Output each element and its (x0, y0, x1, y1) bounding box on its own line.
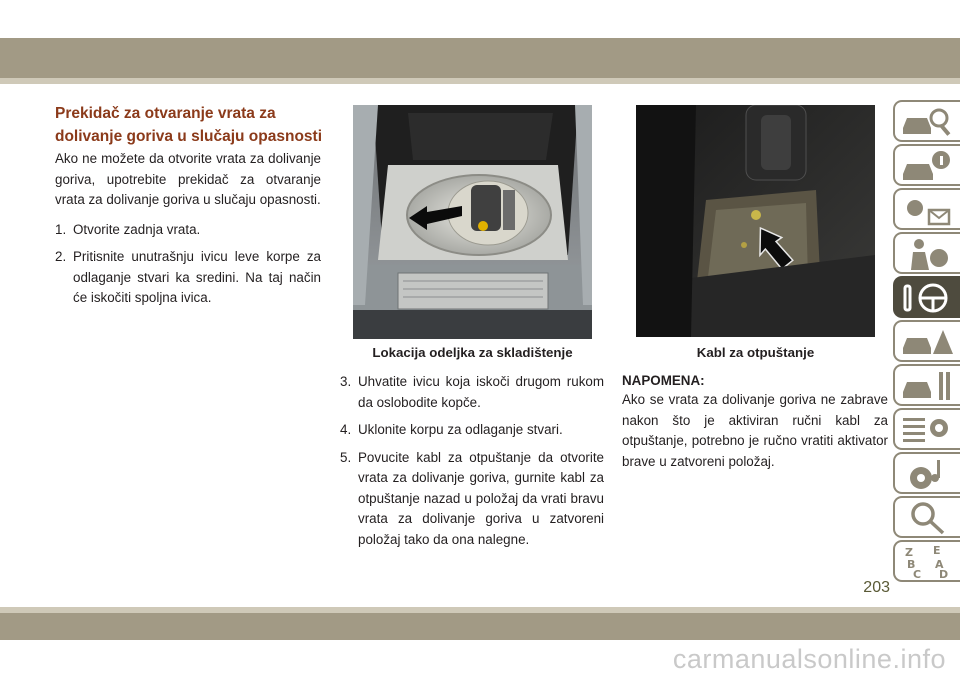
svg-text:Z: Z (905, 546, 913, 559)
tab-car-search[interactable] (893, 100, 960, 142)
steering-wheel-key-icon (899, 280, 955, 316)
multimedia-navigation-icon (899, 456, 955, 492)
step-text: Povucite kabl za otpuštanje da otvorite vrata za dolivanje goriva, gurnite kabl za otpuštanje nazad u položaj da vrati bravu vrata za dolivanje goriva u zatvoreni položaj tako da ona nalegne. (358, 449, 604, 547)
note-text: Ako se vrata za dolivanje goriva ne zabrave nakon što je aktiviran ručni kabl za otpuštanje, potrebno je ručno vratiti aktivator brave u zatvoreni položaj. (622, 392, 888, 469)
footer-band (0, 613, 960, 640)
section-heading-line-1: Prekidač za otvaranje vrata za (55, 105, 276, 122)
note-title: NAPOMENA: (622, 373, 705, 388)
step-item (340, 372, 604, 413)
tab-specifications[interactable] (893, 408, 960, 450)
search-magnifier-icon (899, 500, 955, 536)
step-number: 3. (340, 374, 352, 389)
tab-emergency[interactable] (893, 320, 960, 362)
release-cable-photo (636, 105, 875, 337)
svg-text:B: B (907, 558, 916, 571)
steps-list-part-2 (340, 372, 604, 550)
tab-multimedia[interactable] (893, 452, 960, 494)
step-number: 2. (55, 249, 67, 264)
page-number: 203 (863, 579, 890, 596)
figure-caption-storage: Lokacija odeljka za skladištenje (372, 345, 573, 360)
step-item (55, 220, 321, 241)
section-heading (55, 102, 335, 148)
column-left (55, 149, 321, 316)
tab-starting-operating[interactable] (893, 276, 960, 318)
step-text: Uhvatite ivicu koja iskoči drugom rukom da oslobodite kopče. (358, 374, 604, 410)
watermark-text: carmanualsonline.info (672, 644, 946, 674)
step-item (55, 247, 321, 309)
car-service-tools-icon (899, 368, 955, 404)
tab-safety[interactable] (893, 232, 960, 274)
step-number: 1. (55, 221, 67, 237)
car-crash-warning-icon (899, 324, 955, 360)
svg-text:C: C (913, 568, 922, 580)
step-text: Pritisnite unutrašnju ivicu leve korpe za odlaganje stvari ka sredini. Na taj način će iskočiti spoljna ivica. (73, 249, 321, 305)
svg-text:A: A (935, 558, 944, 571)
step-number: 5. (340, 449, 352, 465)
section-heading-line-2: dolivanje goriva u slučaju opasnosti (55, 128, 323, 145)
svg-text:E: E (933, 544, 941, 557)
column-middle (340, 372, 604, 557)
step-number: 4. (340, 422, 352, 437)
car-search-icon (899, 104, 955, 140)
alphabetical-index-icon (899, 544, 955, 580)
tab-servicing[interactable] (893, 364, 960, 406)
top-header-band (0, 38, 960, 78)
step-item (340, 420, 604, 441)
maintenance-list-gear-icon (899, 412, 955, 448)
tab-warning-lights[interactable] (893, 188, 960, 230)
tab-index[interactable] (893, 540, 960, 582)
storage-compartment-photo (353, 105, 592, 339)
step-text: Uklonite korpu za odlaganje stvari. (358, 422, 563, 437)
car-info-icon (899, 148, 955, 184)
watermark (0, 644, 960, 675)
step-item (340, 448, 604, 551)
tab-customer-assistance[interactable] (893, 496, 960, 538)
svg-text:D: D (939, 568, 949, 580)
steps-list-part-1 (55, 220, 321, 309)
top-header-stripe (0, 78, 960, 84)
warning-lights-message-icon (899, 192, 955, 228)
note-block (622, 372, 888, 472)
tab-car-info[interactable] (893, 144, 960, 186)
intro-paragraph: Ako ne možete da otvorite vrata za dolivanje goriva, upotrebite prekidač za otvaranje vrata za dolivanje goriva u slučaju opasnosti. (55, 151, 321, 207)
airbag-safety-icon (899, 236, 955, 272)
figure-caption-cable: Kabl za otpuštanje (696, 345, 815, 360)
step-text: Otvorite zadnja vrata. (73, 221, 201, 237)
